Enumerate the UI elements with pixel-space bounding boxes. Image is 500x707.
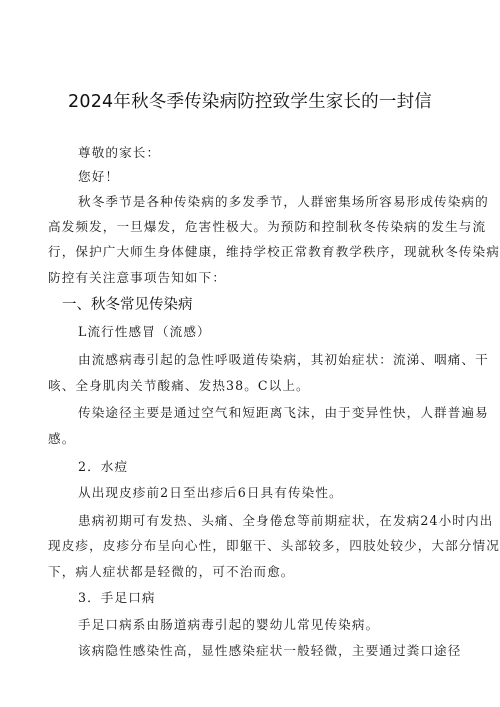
item1-p2-line-2: 感。	[48, 431, 76, 446]
greeting: 您好！	[78, 169, 120, 184]
item1-p1-line-2: 咳、全身肌肉关节酸痛、发热38。C以上。	[48, 378, 310, 393]
item3-p1-line-1: 手足口病系由肠道病毒引起的婴幼儿常见传染病。	[78, 617, 380, 632]
item3-p2-line-1: 该病隐性感染性高，显性感染症状一般轻微，主要通过粪口途径	[78, 643, 462, 658]
item2-p1-line-1: 从出现皮疹前2日至出疹后6日具有传染性。	[78, 485, 343, 500]
item1-title: L流行性感冒（流感）	[78, 324, 211, 339]
intro-line-4: 防控有关注意事项告知如下：	[48, 270, 227, 285]
salutation: 尊敬的家长：	[78, 145, 161, 160]
document-title: 2024年秋冬季传染病防控致学生家长的一封信	[68, 92, 432, 112]
section-heading-common-diseases: 一、秋冬常见传染病	[62, 297, 193, 313]
item1-p2-line-1: 传染途径主要是通过空气和短距离飞沫，由于变异性快，人群普遍易	[78, 405, 489, 420]
intro-line-3: 行，保护广大师生身体健康，维持学校正常教育教学秩序，现就秋冬传染病	[48, 244, 500, 259]
item2-p2-line-3: 下，病人症状都是轻微的，可不治而愈。	[48, 564, 295, 579]
item1-p1-line-1: 由流感病毒引起的急性呼吸道传染病，其初始症状：流涕、咽痛、干	[78, 352, 489, 367]
item2-p2-line-2: 现皮疹，皮疹分布呈向心性，即躯干、头部较多，四肢处较少，大部分情况	[48, 538, 500, 553]
item2-p2-line-1: 患病初期可有发热、头痛、全身倦怠等前期症状，在发病24小时内出	[78, 513, 494, 528]
intro-line-1: 秋冬季节是各种传染病的多发季节，人群密集场所容易形成传染病的	[78, 194, 489, 209]
item3-title: 3．手足口病	[78, 590, 156, 605]
item2-title: 2．水痘	[78, 459, 129, 474]
intro-line-2: 高发频发，一旦爆发，危害性极大。为预防和控制秋冬传染病的发生与流	[48, 219, 487, 234]
